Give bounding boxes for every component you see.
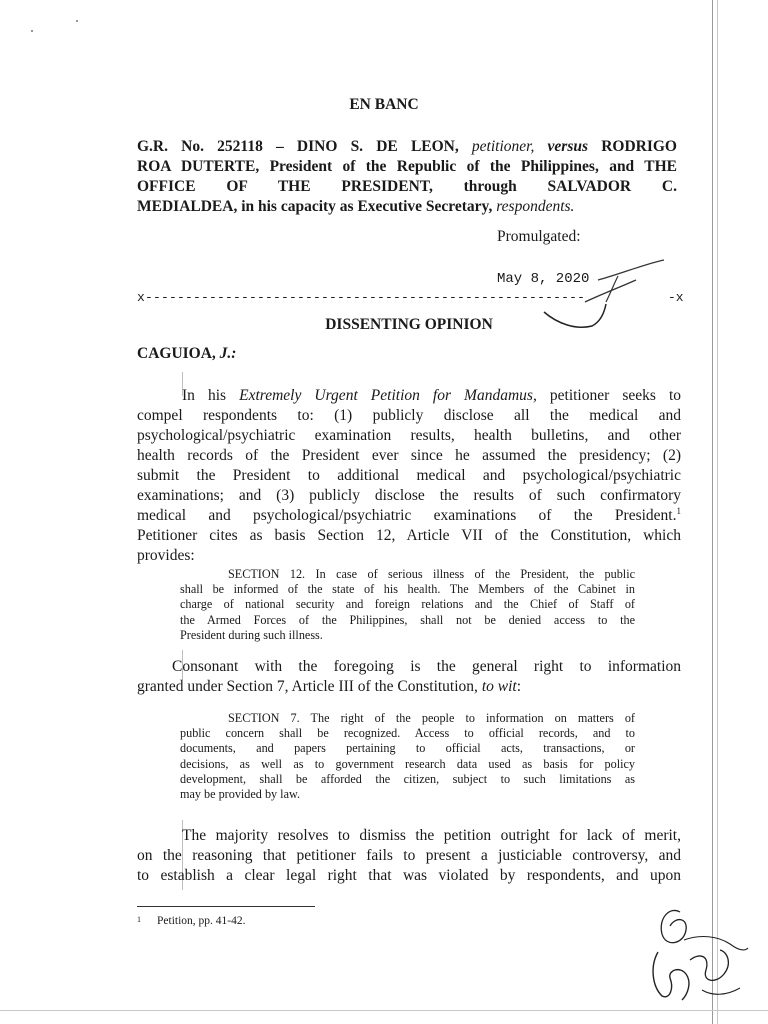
en-banc-heading: EN BANC	[349, 96, 419, 113]
quote-line: President during such illness.	[180, 627, 323, 642]
footnote	[137, 915, 246, 927]
caption-line: G.R. No. 252118 – DINO S. DE LEON, petitioner, versus RODRIGO	[137, 138, 677, 155]
quote-line: SECTION 7. The right of the people to information on matters of	[228, 711, 635, 725]
quote-section-12	[180, 567, 635, 643]
promulgated-label: Promulgated:	[497, 228, 581, 245]
quote-line: the Armed Forces of the Philippines, shall not be denied access to the	[180, 612, 635, 627]
text-line: In his Extremely Urgent Petition for Mandamus, petitioner seeks to	[182, 387, 682, 404]
dissenting-opinion-title: DISSENTING OPINION	[325, 316, 493, 333]
quote-section-7	[180, 711, 635, 802]
footnote-ref: 1	[676, 505, 681, 516]
paragraph-1	[137, 386, 681, 566]
text-line: health records of the President ever since he assumed the presidency; (2)	[137, 447, 681, 464]
promulgation-date: May 8, 2020	[497, 271, 590, 287]
footnote-rule	[137, 906, 315, 907]
separator-line: x-------------------------------------------------------	[137, 290, 586, 305]
footnote-number: 1	[137, 915, 141, 924]
text-line: The majority resolves to dismiss the petition outright for lack of merit,	[182, 827, 681, 844]
caption-line: ROA DUTERTE, President of the Republic of the Philippines, and THE	[137, 158, 677, 175]
author-name: CAGUIOA, J.:	[137, 345, 237, 362]
scan-speck	[76, 20, 78, 22]
separator-line-end: -x	[668, 290, 684, 305]
quote-line: development, shall be afforded the citizen, subject to such limitations as	[180, 771, 635, 786]
paragraph-3	[137, 826, 681, 886]
text-line: provides:	[137, 547, 195, 564]
page-edge-line	[712, 0, 713, 1024]
text-line: submit the President to additional medical and psychological/psychiatric	[137, 467, 681, 484]
justice-initials-icon	[640, 900, 750, 1010]
text-line: granted under Section 7, Article III of the Constitution, to wit:	[137, 678, 522, 695]
caption-line: OFFICE OF THE PRESIDENT, through SALVADOR C.	[137, 178, 677, 195]
text-line: to establish a clear legal right that was violated by respondents, and upon	[137, 867, 681, 884]
case-caption	[137, 137, 677, 217]
quote-line: SECTION 12. In case of serious illness of the President, the public	[228, 567, 635, 581]
quote-line: shall be informed of the state of his health. The Members of the Cabinet in	[180, 582, 635, 597]
scan-speck	[31, 30, 33, 32]
footnote-text: Petition, pp. 41-42.	[157, 915, 246, 927]
caption-line: MEDIALDEA, in his capacity as Executive Secretary, respondents.	[137, 198, 575, 215]
quote-line: may be provided by law.	[180, 787, 301, 802]
page-edge-line-secondary	[717, 0, 718, 1024]
text-line: on the reasoning that petitioner fails to present a justiciable controversy, and	[137, 847, 681, 864]
text-line: medical and psychological/psychiatric examinations of the President.$^1$	[137, 505, 681, 524]
text-line: examinations; and (3) publicly disclose the results of such confirmatory	[137, 487, 681, 504]
text-line: psychological/psychiatric examination results, health bulletins, and other	[137, 427, 681, 444]
paragraph-2	[137, 657, 681, 697]
text-line: Petitioner cites as basis Section 12, Article VII of the Constitution, which	[137, 527, 681, 544]
text-line: Consonant with the foregoing is the general right to information	[172, 658, 681, 675]
bottom-scan-rule	[0, 1010, 768, 1011]
quote-line: documents, and papers pertaining to official acts, transactions, or	[180, 741, 635, 756]
quote-line: decisions, as well as to government research data used as basis for policy	[180, 756, 635, 771]
quote-line: public concern shall be recognized. Access to official records, and to	[180, 726, 635, 741]
quote-line: charge of national security and foreign relations and the Chief of Staff of	[180, 597, 635, 612]
text-line: compel respondents to: (1) publicly disclose all the medical and	[137, 407, 681, 424]
